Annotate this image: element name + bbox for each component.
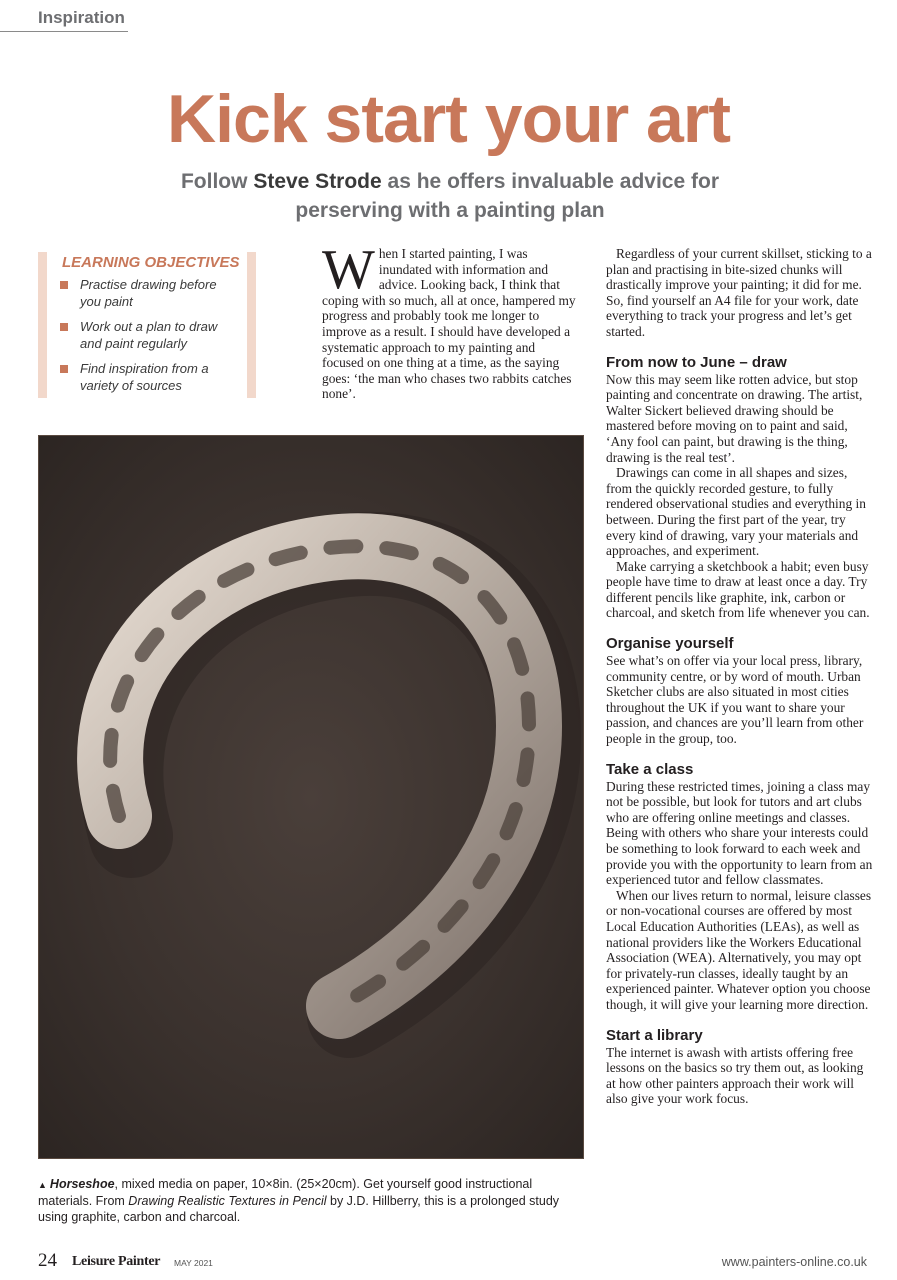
lo-bar-left [38,252,47,398]
caption-medium: , mixed media on paper, 10×8in. (25×20cm). Get yourself good instructional materials. From [38,1177,533,1208]
section-label: Inspiration [38,8,125,27]
learning-objectives-box [38,252,256,398]
subhead-library: Start a library [606,1026,703,1044]
list-item-text: Find inspiration from a variety of sources [80,361,209,393]
caption-arrow-icon: ▲ [38,1180,47,1190]
right-intro-paragraph: Regardless of your current skillset, sticking to a plan and practising in bite-sized chunks will drastically improve your painting; it did for me. So, find yourself an A4 file for your work, date everything to track your progress and let’s get started. [606,246,872,339]
square-bullet-icon [60,281,68,289]
caption-rest: by J.D. Hillberry, this is a prolonged study using graphite, carbon and charcoal. [38,1194,560,1224]
standfirst-pre: Follow [180,170,254,193]
standfirst [180,167,720,225]
lo-bar-right [247,252,256,398]
intro-column [322,239,580,402]
magazine-logo: Leisure Painter [72,1254,161,1269]
list-item-text: Practise drawing before you paint [80,277,217,309]
standfirst-author: Steve Strode [253,170,382,193]
list-item [60,318,240,352]
caption-book: Drawing Realistic Textures in Pencil [128,1194,327,1208]
learning-objectives-title: LEARNING OBJECTIVES [62,254,240,271]
figure-caption [38,1176,568,1225]
paragraph: When our lives return to normal, leisure classes or non-vocational courses are offered by most Local Education Authorities (LEAs), as well as national providers like the Workers Educational Association (WEA). Alternatively, you may opt for privately-run classes, ideally taught by an experienced painter. Whatever option you choose though, it will give your learning more direction. [606,887,872,1012]
paragraph: Make carrying a sketchbook a habit; even busy people have time to draw at least once a day. Try different pencils like graphite, ink, carbon or charcoal, and sketch from life whenever you can. [606,558,870,621]
page-number: 24 [38,1250,57,1271]
standfirst-post: as he offers invaluable advice for perserving with a painting plan [295,170,719,222]
paragraph: The internet is awash with artists offering free lessons on the basics so try them out, as looking at how other painters approach their work will also give your work focus. [606,1044,864,1107]
list-item [60,360,240,394]
right-column [606,246,876,1107]
page-title: Kick start your art [167,81,730,157]
section-rule [0,31,128,32]
list-item-text: Work out a plan to draw and paint regularly [80,319,218,351]
subhead-organise: Organise yourself [606,635,734,653]
horseshoe-artwork [38,435,584,1159]
horseshoe-illustration [39,436,583,1158]
subhead-draw: From now to June – draw [606,353,787,371]
caption-title: Horseshoe [49,1177,115,1191]
paragraph: During these restricted times, joining a class may not be possible, but look for tutors and art clubs who are offering online meetings and classes. Being with others who share your interests could be something to look forward to each week and provide you with the opportunity to learn from an experienced tutor and fellow classmates. [606,778,873,888]
intro-text: hen I started painting, I was inundated with information and advice. Looking back, I think that coping with so much, all at once, hampered my progress and probably took me longer to improve as a result. I should have developed a systematic approach to my painting and focused on one thing at a time, as the saying goes: ‘the man who chases two rabbits catches none’. [322,246,576,402]
website-url[interactable]: www.painters-online.co.uk [721,1255,867,1269]
issue-date: MAY 2021 [174,1258,213,1268]
dropcap: W [322,239,375,301]
paragraph: Now this may seem like rotten advice, but stop painting and concentrate on drawing. The artist, Walter Sickert believed drawing should be mastered before moving on to paint and said, ‘Any fool can paint, but drawing is the thing, drawing is the real test’. [606,371,863,465]
square-bullet-icon [60,365,68,373]
subhead-class: Take a class [606,760,694,778]
square-bullet-icon [60,323,68,331]
paragraph: Drawings can come in all shapes and sizes, from the quickly recorded gesture, to fully rendered observational studies and everything in between. During the first part of the year, try every kind of drawing, vary your materials and approaches, and experiment. [606,465,866,559]
list-item [60,276,240,310]
paragraph: See what’s on offer via your local press, library, community centre, or by word of mouth. Urban Sketcher clubs are also situated in most cities throughout the UK if you want to share your passion, and chances are you’ll learn from other people in the group, too. [606,653,864,747]
learning-objectives-list [60,276,240,402]
